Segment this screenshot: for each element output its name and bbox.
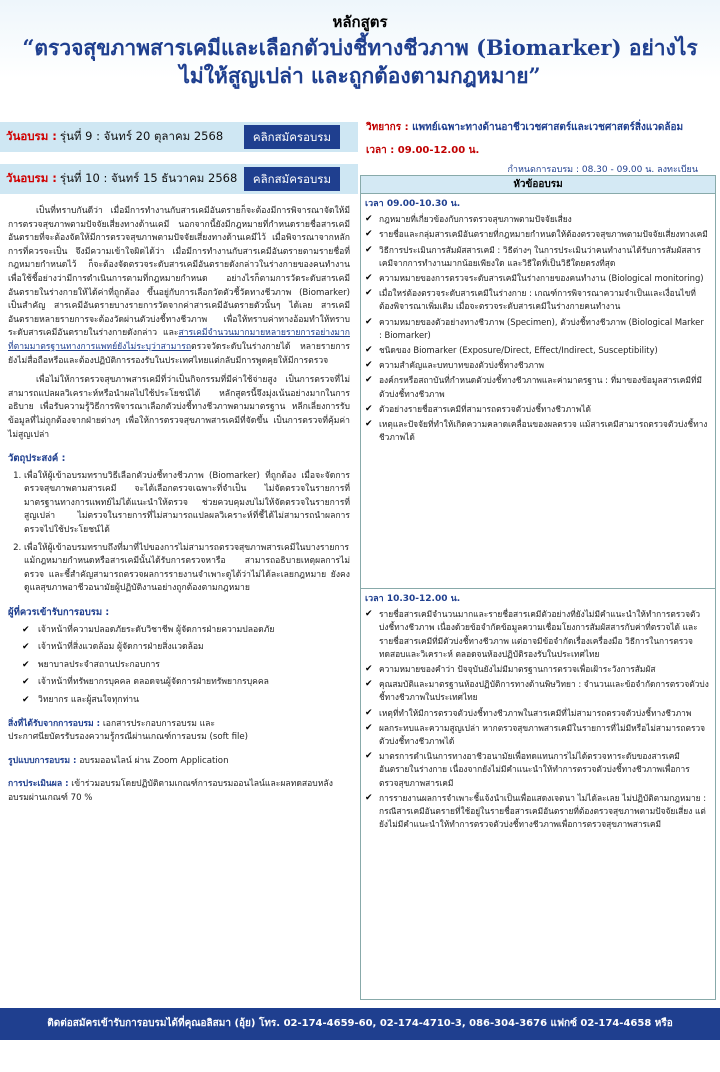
receive-value-2: ประกาศนียบัตรรับรองความรู้กรณีผ่านเกณฑ์การอบรม (soft file) <box>8 732 249 743</box>
topics-block-morning-1 <box>361 194 715 589</box>
speaker-block <box>366 120 718 176</box>
topic-item: ✔ การรายงานผลการจำเพาะชี้แจ้งนำเป็นเพื่อแสดงเจตนา ไม่ได้ละเลย ไม่ปฏิบัติตามกฎหมาย : กรณีสารเคมีอันตรายที่ใช้อยู่ในรายชื่อสารเคมีอันตรายที่ต้องตรวจสุขภาพตามปัจจัยเสี่ยง แต่ยังไม่มีคำแนะนำให้ทำการตรวจตัวบ่งชี้ทางชีวภาพเพื่อการตรวจสุขภาพสารเคมี <box>365 792 709 832</box>
objective-item: 1. เพื่อให้ผู้เข้าอบรมทราบวิธีเลือกตัวบ่งชี้ทางชีวภาพ (Biomarker) ที่ถูกต้อง เมื่อจะจัดการตรวจสุขภาพตามสารเคมี จะได้เลือกตรวจเฉพาะที่จำเป็น ไม่จัดตรวจในรายการที่มาตรฐานทางการแพทย์ไม่ได้แนะนำให้ตรวจ ช่วยควบคุมงบไม่ให้จัดตรวจในรายการที่สูญเปล่า ไม่ตรวจในรายการที่ไม่สามารถแปลผลวิเคราะห์ที่ชี้ได้ไม่สามารถนำผลการตรวจไปใช้ประโยชน์ได้ <box>24 470 350 538</box>
round-label: วันอบรม : <box>6 171 57 185</box>
signup-button-round-9[interactable]: คลิกสมัครอบรม <box>244 125 340 149</box>
topics-header: หัวข้ออบรม <box>361 176 715 194</box>
topics-list-2 <box>365 608 709 831</box>
format-value: อบรมออนไลน์ ผ่าน Zoom Application <box>79 755 229 766</box>
speaker-row <box>366 120 718 135</box>
round-10-box <box>0 164 358 194</box>
topic-item: ✔ วิธีการประเมินการสัมผัสสารเคมี : วิธีต่างๆ ในการประเมินว่าคนทำงานได้รับการสัมผัสสารเคมีจากการทำงานมากน้อยเพียงใด และวิธีใดที่เป็นวิธีใดยตรงที่สุด <box>365 244 709 270</box>
intro-paragraph-2: เพื่อไม่ให้การตรวจสุขภาพสารเคมีที่ว่าเป็นกิจกรรมที่มีค่าใช้จ่ายสูง เป็นการตรวจที่ไม่สามารถแปลผลวิเคราะห์หรือนำผลไปใช้ประโยชน์ได้ หลักสูตรนี้จึงมุ่งเน้นอย่างมากในการอธิบาย เพื่อรับความรู้วิธีการพิจารณาเลือกตัวบ่งชี้ทางชีวภาพตามมาตรฐาน หลีกเลี่ยงการรับข้อมูลที่ไม่ถูกต้องจากฝ่ายต่างๆ เพื่อให้การตรวจสุขภาพสารเคมีที่จัดขึ้น เป็นการตรวจที่คุ้มค่า ไม่สูญเปล่า <box>8 375 350 440</box>
intro-paragraph-1 <box>8 205 350 368</box>
header-banner <box>0 0 720 112</box>
topics-table <box>360 175 716 1000</box>
topic-item: ✔ มาตรการดำเนินการทางอาชีวอนามัยเพื่อทดแทนการไม่ได้ตรวจหาระดับของสารเคมีอันตรายในร่างกาย เนื่องจากยังไม่มีคำแนะนำให้ทำการตรวจตัวบ่งชี้ทางชีวภาพเพื่อการตรวจสุขภาพสารเคมี <box>365 750 709 790</box>
topic-item: ✔ รายชื่อสารเคมีจำนวนมากและรายชื่อสารเคมีตัวอย่างที่ยังไม่มีคำแนะนำให้ทำการตรวจตัวบ่งชี้ทางชีวภาพ เนื่องด้วยข้อจำกัดข้อมูลความเชื่อมโยงการสัมผัสสารกับค่าที่ตรวจได้ และรายชื่อสารเคมีที่มีตัวบ่งชี้ทางชีวภาพ แต่อาจมีข้อจำกัดเรื่องเครื่องมือ วิธีการในการตรวจทดสอบและวิเคราะห์ ตลอดจนห้องปฏิบัติรองรับในประเทศไทย <box>365 608 709 661</box>
signup-button-round-10[interactable]: คลิกสมัครอบรม <box>244 167 340 191</box>
intro-text-underlined: สารเคมีจำนวนมากมายหลายรายการอย่างมากที่ตามมาตรฐานทางการแพทย์ยังไม่ระบุว่าสามารถ <box>8 328 350 352</box>
topic-item: ✔ เมื่อใหร่ต้องตรวจระดับสารเคมีในร่างกาย : เกณฑ์การพิจารณาความจำเป็นและเงื่อนไขที่ต้องพิจารณาเพิ่มเติม เมื่อจะตรวจระดับสารเคมีในร่างกายคนทำงาน <box>365 287 709 313</box>
course-title-line2: ไม่ให้สูญเปล่า และถูกต้องตามกฎหมาย” <box>179 63 541 88</box>
topic-item: ✔ ตัวอย่างรายชื่อสารเคมีที่สามารถตรวจตัวบ่งชี้ทางชีวภาพได้ <box>365 403 709 416</box>
topic-item: ✔ เหตุและปัจจัยที่ทำให้เกิดความคลาดเคลื่อนของผลตรวจ แม้สารเคมีสามารถตรวจตัวบ่งชี้ทางชีวภาพได้ <box>365 418 709 444</box>
block-time: เวลา 10.30-12.00 น. <box>365 594 461 604</box>
round-9-box <box>0 122 358 152</box>
topics-block-morning-2 <box>361 589 715 831</box>
receive-line <box>8 718 350 745</box>
audience-item: ✔ เจ้าหน้าที่ทรัพยากรบุคคล ตลอดจนผู้จัดการฝ่ายทรัพยากรบุคคล <box>22 676 350 690</box>
evaluation-key: การประเมินผล : <box>8 779 69 790</box>
evaluation-value: เข้าร่วมอบรมโดยปฏิบัติตามเกณฑ์การอบรมออนไลน์และผลทดสอบหลังอบรมผ่านเกณฑ์ 70 % <box>8 779 333 803</box>
receive-value: เอกสารประกอบการอบรม และ <box>102 718 216 729</box>
intro-text-a: เป็นที่ทราบกันดีว่า เมื่อมีการทำงานกับสารเคมีอันตรายก็จะต้องมีการพิจารณาจัดให้มีการตรวจสุขภาพตามปัจจัยเสี่ยงทางด้านเคมี นอกจากนี้ยังมีกฎหมายที่กำหนดรายชื่อสารเคมีอันตรายที่จะต้องจัดให้มีการตรวจสุขภาพตามปัจจัยเสี่ยงทางด้านเคมีไว้ เมื่อพิจารณาจากหลักการที่ควรจะเป็น จึงมีความเข้าใจผิดได้ว่า เมื่อมีการทำงานกับสารเคมีอันตรายตามรายชื่อที่กฎหมายกำหนดไว้ ก็จะต้องจัดตรวจระดับสารเคมีอันตรายดังกล่าวในร่างกายของคนทำงานเพื่อใช้ชี้อย่างว่ามีการดำเนินการตามที่กฎหมายกำหนด อย่างไรก็ตามการวัดระดับสารเคมีอันตรายในร่างกายให้ได้ค่าที่ถูกต้อง ขึ้นอยู่กับการเลือกวัดตัวชี้วัดทางชีวภาพ (Biomarker) เป็นสำคัญ สารเคมีอันตรายบางรายการวัดจากค่าสารเคมีอันตรายตัวนั้นๆ ได้เลย สารเคมีอันตรายหลายรายการจะต้องวัดผ่านตัวบ่งชี้ทางชีวภาพ เพื่อให้ทราบค่าทางอ้อมทำให้ทราบระดับสารเคมีอันตรายในร่างกายดังกล่าว และ <box>8 206 350 339</box>
topic-item: ✔ คุณสมบัติและมาตรฐานห้องปฏิบัติการทางด้านพิษวิทยา : จำนวนและข้อจำกัดการตรวจตัวบ่งชี้ทางชีวภาพในประเทศไทย <box>365 678 709 704</box>
time-row: เวลา : 09.00-12.00 น. <box>366 145 480 156</box>
audience-item: ✔ พยาบาลประจำสถานประกอบการ <box>22 659 350 673</box>
objectives-list <box>8 470 350 596</box>
speaker-label: วิทยากร : <box>366 122 409 133</box>
receive-key: สิ่งที่ได้รับจากการอบรม : <box>8 718 101 729</box>
topic-item: ✔ เหตุที่ทำให้มีการตรวจตัวบ่งชี้ทางชีวภาพในสารเคมีที่ไม่สามารถตรวจตัวบ่งชี้ทางชีวภาพ <box>365 707 709 720</box>
objective-item: 2. เพื่อให้ผู้เข้าอบรมทราบถึงที่มาที่ไปของการไม่สามารถตรวจสุขภาพสารเคมีในบางรายการแม้กฎหมายกำหนดหรือสารเคมีนั้นได้รับการตรวจหารือ สามารถอธิบายเหตุผลการไม่ตรวจ และชี้สำคัญสามารถตรวจผลการรายงานจำเพาะดูได้ว่าไม่ได้ละเลยกฎหมาย ยังคงดูแลสุขภาพอาชีวอนามัยผู้ปฏิบัติงานอย่างถูกต้องตามกฎหมาย <box>24 542 350 596</box>
topic-item: ✔ ความหมายของตัวอย่างทางชีวภาพ (Specimen), ตัวบ่งชี้ทางชีวภาพ (Biological Marker : Biomarker) <box>365 316 709 342</box>
audience-item: ✔ เจ้าหน้าที่สิ่งแวดล้อม ผู้จัดการฝ่ายสิ่งแวดล้อม <box>22 641 350 655</box>
audience-item: ✔ เจ้าหน้าที่ความปลอดภัยระดับวิชาชีพ ผู้จัดการฝ่ายความปลอดภัย <box>22 624 350 638</box>
audience-title: ผู้ที่ควรเข้ารับการอบรม : <box>8 607 110 619</box>
topic-item: ✔ ความสำคัญและบทบาทของตัวบ่งชี้ทางชีวภาพ <box>365 359 709 372</box>
block-time: เวลา 09.00-10.30 น. <box>365 199 461 209</box>
course-title-line1: “ตรวจสุขภาพสารเคมีและเลือกตัวบ่งชี้ทางชีวภาพ (Biomarker) อย่างไร <box>22 35 698 60</box>
topic-item: ✔ ความหมายของการตรวจระดับสารเคมีในร่างกายของคนทำงาน (Biological monitoring) <box>365 272 709 285</box>
round-date: รุ่นที่ 9 : จันทร์ 20 ตุลาคม 2568 <box>59 129 224 143</box>
speaker-name: แพทย์เฉพาะทางด้านอาชีวเวชศาสตร์และเวชศาสตร์สิ่งแวดล้อม <box>412 122 684 133</box>
topic-item: ✔ ผลกระทบและความสูญเปล่า หากตรวจสุขภาพสารเคมีในรายการที่ไม่มีหรือไม่สามารถตรวจตัวบ่งชี้ทางชีวภาพได้ <box>365 722 709 748</box>
audience-item: ✔ วิทยากร และผู้สนใจทุกท่าน <box>22 694 350 708</box>
course-label: หลักสูตร <box>332 13 388 31</box>
topics-list-1 <box>365 213 709 444</box>
topic-item: ✔ องค์กรหรือสถาบันที่กำหนดตัวบ่งชี้ทางชีวภาพและค่ามาตรฐาน : ที่มาของข้อมูลสารเคมีที่มีตัวบ่งชี้ทางชีวภาพ <box>365 374 709 400</box>
format-key: รูปแบบการอบรม : <box>8 755 77 766</box>
objectives-title: วัตถุประสงค์ : <box>8 453 66 465</box>
contact-footer: ติดต่อสมัครเข้ารับการอบรมได้ที่คุณอลิสมา (อุ้ย) โทร. 02-174-4659-60, 02-174-4710-3, 086-304-3676 แฟกซ์ 02-174-4658 หรือ myadmin@siamsafety.com <box>0 1008 720 1040</box>
round-date: รุ่นที่ 10 : จันทร์ 15 ธันวาคม 2568 <box>59 171 238 185</box>
round-label: วันอบรม : <box>6 129 57 143</box>
intro-text-b: ตรวจวัดระดับในร่างกายได้ หลายรายการยังไม่สื่อถือหรือและต้องปฏิบัติการรองรับในประเทศไทยแต่กลับมีการพูดคุยให้มีการตรวจ <box>8 341 350 366</box>
schedule-row: กำหนดการอบรม : 08.30 - 09.00 น. ลงทะเบียน <box>507 165 698 175</box>
format-line <box>8 755 350 769</box>
topic-item: ✔ ชนิดของ Biomarker (Exposure/Direct, Effect/Indirect, Susceptibility) <box>365 344 709 357</box>
audience-list <box>8 624 350 708</box>
description-column <box>8 205 350 806</box>
topic-item: ✔ รายชื่อและกลุ่มสารเคมีอันตรายที่กฎหมายกำหนดให้ต้องตรวจสุขภาพตามปัจจัยเสี่ยงทางเคมี <box>365 228 709 241</box>
topic-item: ✔ กฎหมายที่เกี่ยวข้องกับการตรวจสุขภาพตามปัจจัยเสี่ยง <box>365 213 709 226</box>
topic-item: ✔ ความหมายของคำว่า ปัจจุบันยังไม่มีมาตรฐานการตรวจเพื่อเฝ้าระวังการสัมผัส <box>365 663 709 676</box>
evaluation-line <box>8 778 350 805</box>
